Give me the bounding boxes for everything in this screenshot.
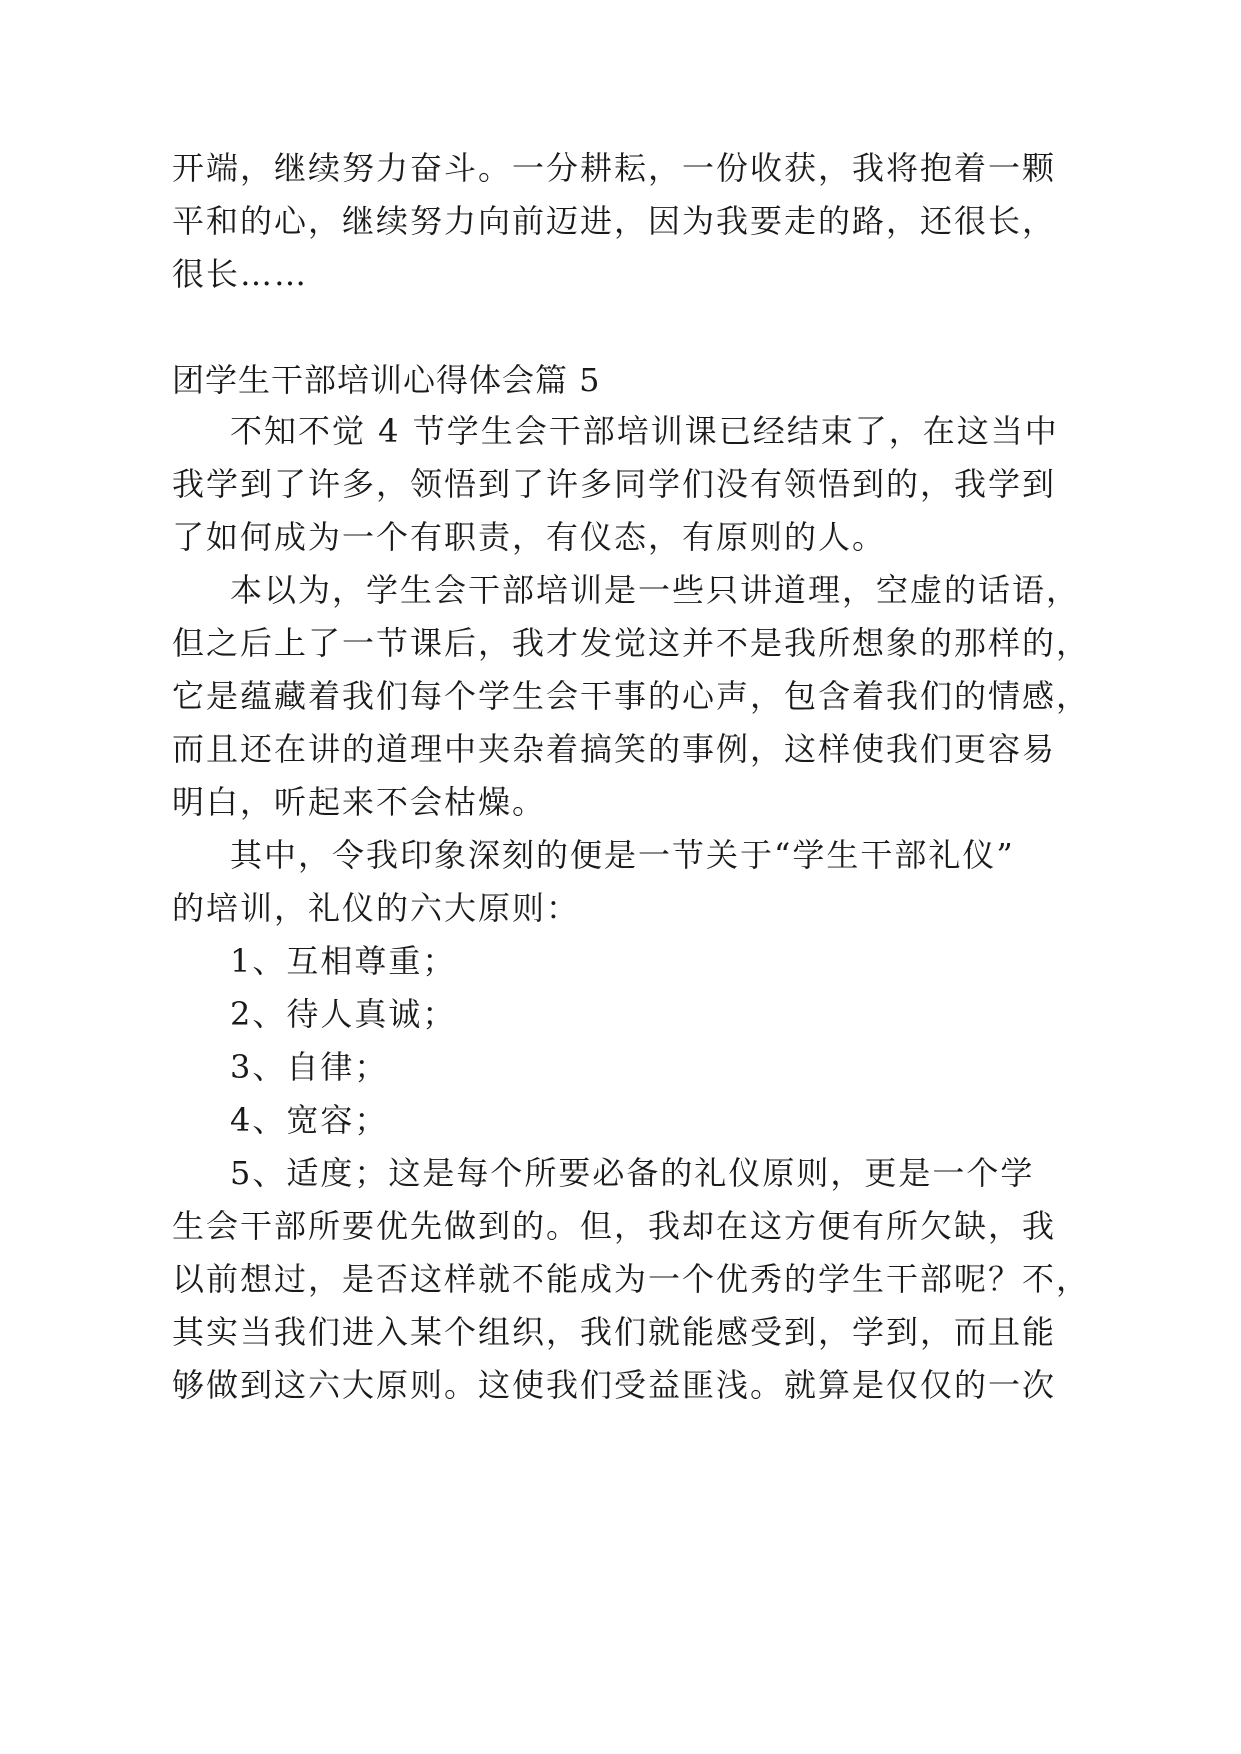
text-line: 但之后上了一节课后，我才发觉这并不是我所想象的那样的， (172, 624, 1091, 662)
text-line: 平和的心，继续努力向前迈进，因为我要走的路，还很长， (172, 202, 1057, 240)
text-line: 以前想过，是否这样就不能成为一个优秀的学生干部呢？不， (172, 1260, 1091, 1298)
list-item: 2、待人真诚； (230, 995, 457, 1033)
text-line: 开端，继续努力奋斗。一分耕耘，一份收获，我将抱着一颗 (172, 149, 1057, 187)
list-item: 4、宽容； (230, 1101, 389, 1139)
text-line: 很长…… (172, 255, 309, 293)
text-line: 本以为，学生会干部培训是一些只讲道理，空虚的话语， (230, 571, 1081, 609)
text-line: 不知不觉 4 节学生会干部培训课已经结束了，在这当中 (230, 412, 1059, 450)
text-line: 我学到了许多，领悟到了许多同学们没有领悟到的，我学到 (172, 465, 1057, 503)
text-line: 其中，令我印象深刻的便是一节关于“学生干部礼仪” (230, 836, 1015, 874)
text-line: 了如何成为一个有职责，有仪态，有原则的人。 (172, 518, 887, 556)
text-line: 明白，听起来不会枯燥。 (172, 783, 547, 821)
text-line: 其实当我们进入某个组织，我们就能感受到，学到，而且能 (172, 1313, 1057, 1351)
text-line: 的培训，礼仪的六大原则： (172, 889, 581, 927)
text-line: 够做到这六大原则。这使我们受益匪浅。就算是仅仅的一次 (172, 1366, 1057, 1404)
text-line: 而且还在讲的道理中夹杂着搞笑的事例，这样使我们更容易 (172, 730, 1057, 768)
list-item: 3、自律； (230, 1048, 389, 1086)
text-line: 生会干部所要优先做到的。但，我却在这方便有所欠缺，我 (172, 1207, 1057, 1245)
list-item: 1、互相尊重； (230, 942, 457, 980)
text-line: 它是蕴藏着我们每个学生会干事的心声，包含着我们的情感， (172, 677, 1091, 715)
section-heading: 团学生干部培训心得体会篇 5 (172, 361, 601, 399)
list-item: 5、适度；这是每个所要必备的礼仪原则，更是一个学 (230, 1154, 1035, 1192)
